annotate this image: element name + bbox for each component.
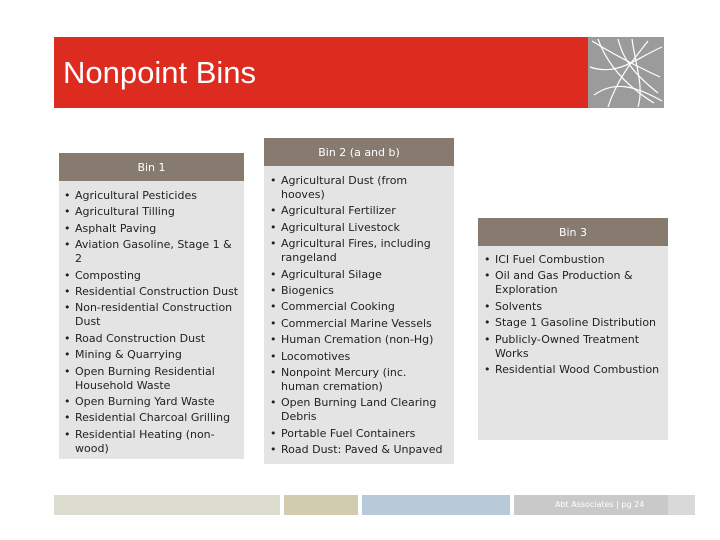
bin1-item: • Residential Charcoal Grilling <box>62 411 240 425</box>
bin3-item: • Publicly-Owned Treatment Works <box>482 333 662 361</box>
bin3-list <box>482 253 662 379</box>
logo <box>588 37 664 108</box>
bin3-header-label: Bin 3 <box>558 226 588 239</box>
bin1-item: • Open Burning Yard Waste <box>62 395 240 409</box>
bin1-item: • Residential Construction Dust <box>62 285 240 299</box>
bin2-item: • Portable Fuel Containers <box>268 427 448 441</box>
bin3-panel <box>478 246 668 440</box>
bin1-header <box>59 153 244 181</box>
bin2-header-label: Bin 2 (a and b) <box>318 146 400 159</box>
footer-segment-1 <box>54 495 280 515</box>
logo-lines-icon <box>588 37 664 108</box>
bin2-item: • Agricultural Fires, including rangeland <box>268 237 448 265</box>
footer-segment-5 <box>668 495 695 515</box>
bin1-item: • Residential Heating (non-wood) <box>62 428 240 456</box>
bin2-item: • Locomotives <box>268 350 448 364</box>
bin3-item: • ICI Fuel Combustion <box>482 253 662 267</box>
footer-segment-3 <box>362 495 510 515</box>
bin1-item: • Open Burning Residential Household Waste <box>62 365 240 393</box>
bin2-item: • Commercial Cooking <box>268 300 448 314</box>
bin1-item: • Non-residential Construction Dust <box>62 301 240 329</box>
bin1-item: • Road Construction Dust <box>62 332 240 346</box>
bin1-item: • Agricultural Pesticides <box>62 189 240 203</box>
bin1-item: • Mining & Quarrying <box>62 348 240 362</box>
bin3-item: • Solvents <box>482 300 662 314</box>
bin3-item: • Residential Wood Combustion <box>482 363 662 377</box>
bin3-header <box>478 218 668 246</box>
bin2-list <box>268 174 448 459</box>
bin2-item: • Agricultural Fertilizer <box>268 204 448 218</box>
slide-title: Nonpoint Bins <box>63 55 257 90</box>
bin2-item: • Open Burning Land Clearing Debris <box>268 396 448 424</box>
bin1-panel <box>59 181 244 459</box>
bin1-item: • Asphalt Paving <box>62 222 240 236</box>
footer-text: Abt Associates | pg 24 <box>555 500 645 509</box>
bin2-item: • Agricultural Dust (from hooves) <box>268 174 448 202</box>
bin1-header-label: Bin 1 <box>137 161 166 174</box>
bin2-item: • Commercial Marine Vessels <box>268 317 448 331</box>
bin2-item: • Agricultural Silage <box>268 268 448 282</box>
bin2-item: • Nonpoint Mercury (inc. human cremation) <box>268 366 448 394</box>
bin1-item: • Composting <box>62 269 240 283</box>
bin2-header <box>264 138 454 166</box>
bin2-item: • Agricultural Livestock <box>268 221 448 235</box>
bin2-item: • Road Dust: Paved & Unpaved <box>268 443 448 457</box>
bin1-item: • Agricultural Tilling <box>62 205 240 219</box>
bin2-item: • Human Cremation (non-Hg) <box>268 333 448 347</box>
bin3-item: • Stage 1 Gasoline Distribution <box>482 316 662 330</box>
bin1-list <box>62 189 240 458</box>
footer-segment-2 <box>284 495 358 515</box>
bin3-item: • Oil and Gas Production & Exploration <box>482 269 662 297</box>
bin2-panel <box>264 166 454 464</box>
title-bar <box>54 37 615 108</box>
bin1-item: • Aviation Gasoline, Stage 1 & 2 <box>62 238 240 266</box>
bin2-item: • Biogenics <box>268 284 448 298</box>
